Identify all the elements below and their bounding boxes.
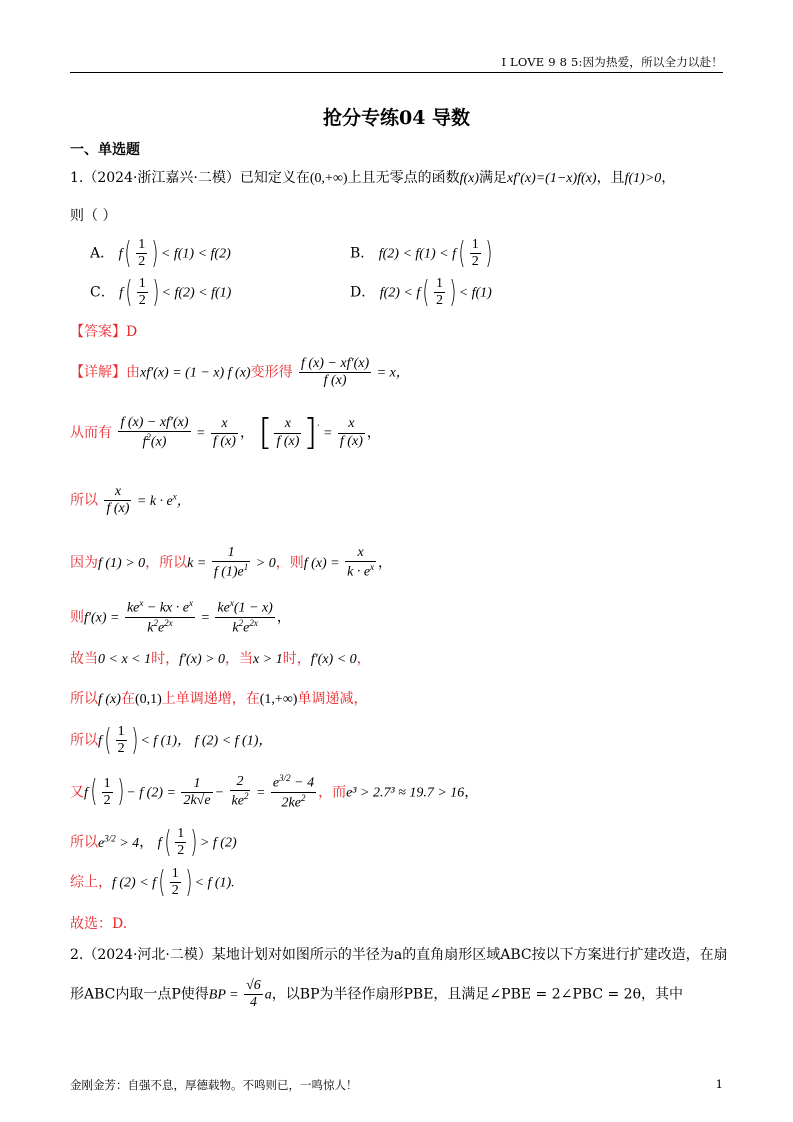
q1-stem-line1: 1.（2024·浙江嘉兴·二模）已知定义在(0,+∞)上且无零点的函数f(x)满足xf′(x)=(1−x)f(x)，且f(1)>0， (70, 170, 676, 186)
detail-line-8: 所以f( $\frac{1}{2}$ ) < f (1)， f (2) < f (1)， (70, 722, 273, 758)
detail-line-2: 从而有 $\frac{f (x) - xf'(x)}{f^2(x)}$ = $\frac{x}{f (x)}$ ， [ $\frac{x}{f (x)}$ ]′ = $\frac{x}{f (x)}$ ， (70, 412, 381, 453)
detail-line-5: 则f′(x) = $\frac{ke^x - kx \cdot e^x}{k^2e^{2x}}$ = $\frac{ke^x(1 - x)}{k^2e^{2x}}$ ， (70, 598, 291, 636)
detail-line-7: 所以f (x)在(0,1)上单调递增，在(1,+∞)单调递减， (70, 691, 368, 707)
q2-stem-line1: 2.（2024·河北·二模）某地计划对如图所示的半径为a的直角扇形区域ABC按以下方案进行扩建改造，在扇 (70, 947, 728, 963)
answer-line: 【答案】D (70, 324, 138, 340)
q1-stem-line2: 则（ ） (70, 208, 117, 224)
page-title: 抢分专练04 导数 (322, 107, 471, 129)
detail-line-3: 所以 $\frac{x}{f (x)}$ = $k \cdot e^x$， (70, 484, 191, 517)
header-rule (70, 72, 723, 73)
detail-line-10: 所以$e^{3/2} > 4$， f( $\frac{1}{2}$ ) > f (2) (70, 824, 237, 860)
q2-stem-line2: 形ABC内取一点P使得BP = $\frac{√6}{4}$ a，以BP为半径作扇形PBE，且满足∠PBE = 2∠PBC = 2θ，其中 (70, 978, 684, 1011)
q1-option-d[interactable]: D． f(2) < f( $\frac{1}{2}$ ) < f(1) (350, 274, 492, 310)
q1-option-c[interactable]: C． f( $\frac{1}{2}$ ) < f(2) < f(1) (90, 274, 232, 310)
detail-line-9: 又f( $\frac{1}{2}$ ) − f (2) = $\frac{1}{2k√e}$ − $\frac{2}{ke^2}$ = $\frac{e^{3/2} - 4}{2ke^2}$ ，而e³ > 2.7³ ≈ 19.7 > 16， (70, 773, 479, 811)
detail-line-1: 【详解】由xf′(x) = (1 − x) f (x)变形得 $\frac{f (x) - xf'(x)}{f (x)}$ = x， (70, 356, 410, 389)
q1-option-a[interactable]: A． f( $\frac{1}{2}$ ) < f(1) < f(2) (90, 235, 231, 271)
section-heading: 一、单选题 (70, 142, 140, 158)
page-header: I LOVE 9 8 5:因为热爱，所以全力以赴！ (501, 55, 723, 69)
footer-motto: 金刚金芳：自强不息，厚德载物。不鸣则已，一鸣惊人！ (70, 1078, 358, 1092)
detail-line-6: 故当0 < x < 1时，f′(x) > 0，当x > 1时，f′(x) < 0， (70, 651, 371, 667)
q1-option-b[interactable]: B． f(2) < f(1) < f( $\frac{1}{2}$ ) (350, 235, 493, 271)
detail-line-4: 因为f (1) > 0，所以k = $\frac{1}{f (1)e^1}$ > 0，则f (x) = $\frac{x}{k \cdot e^x}$ ， (70, 545, 393, 580)
page-number: 1 (715, 1077, 723, 1091)
detail-line-11: 综上，f (2) < f( $\frac{1}{2}$ ) < f (1). (70, 864, 235, 900)
detail-line-12: 故选：D. (70, 916, 128, 932)
